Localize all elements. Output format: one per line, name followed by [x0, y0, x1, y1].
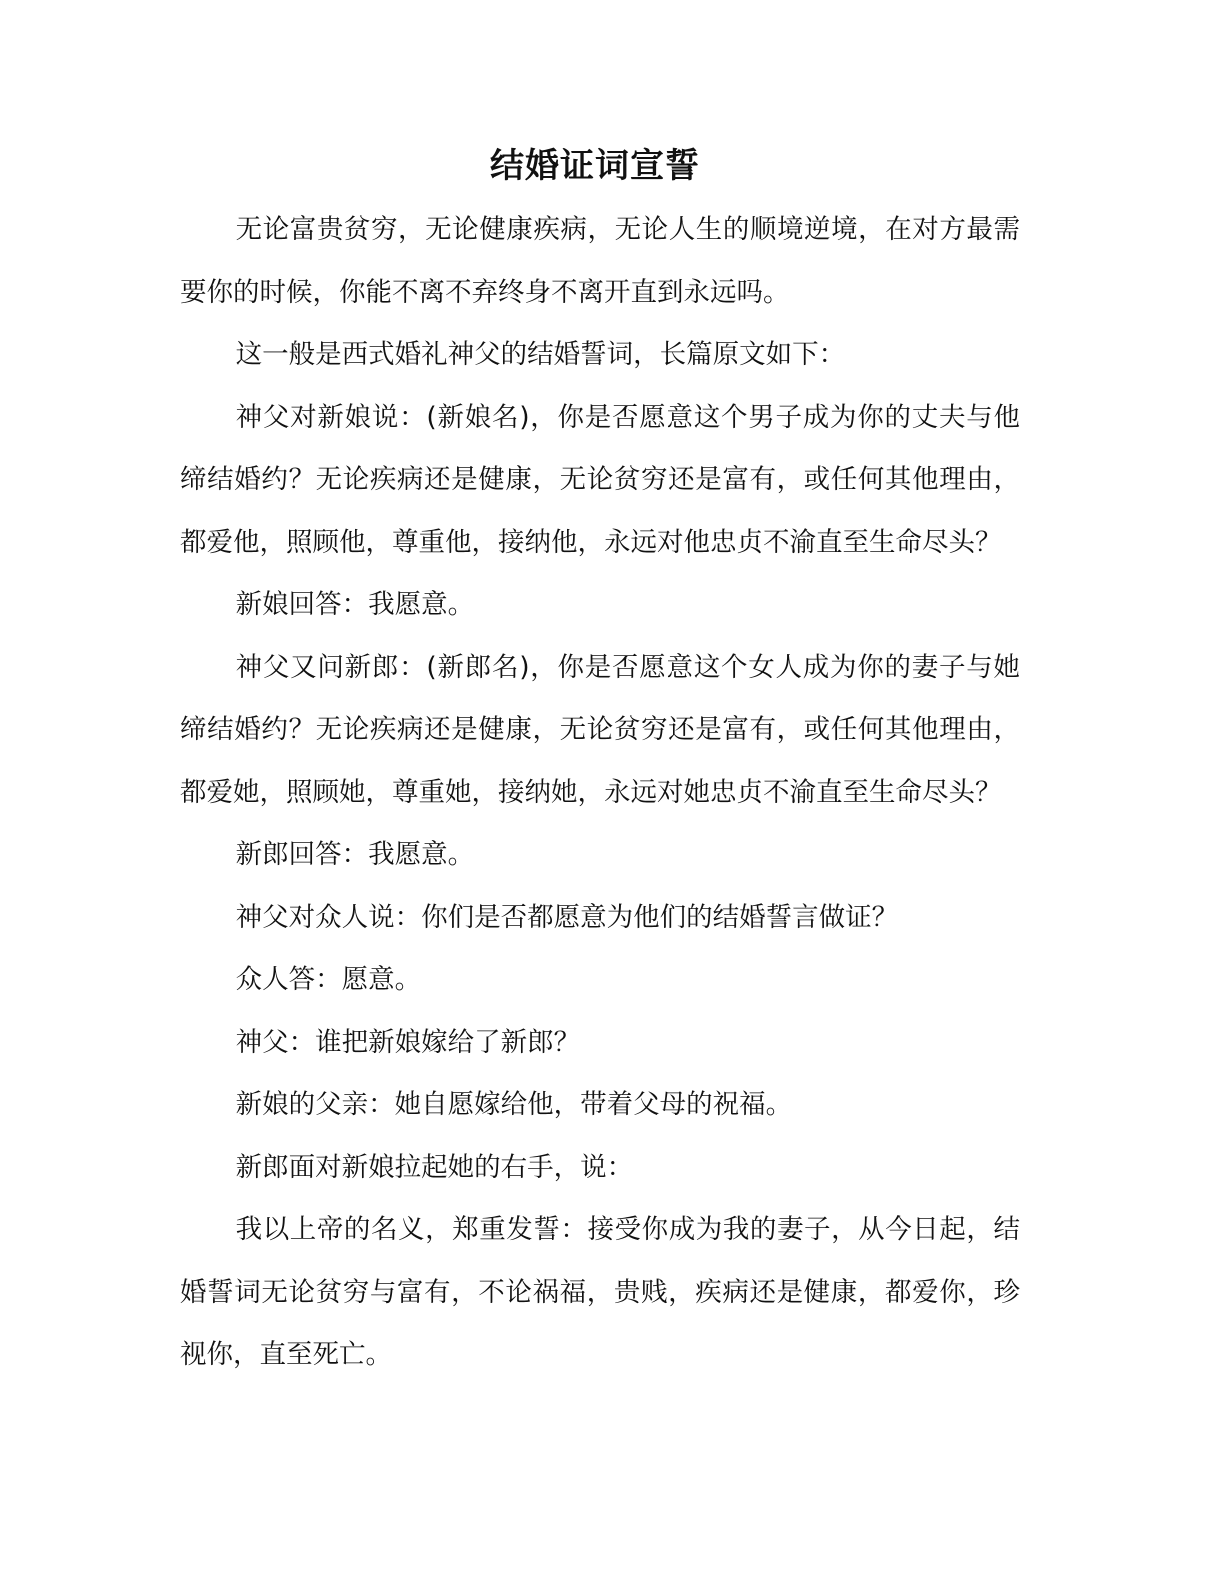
paragraph: 新娘回答：我愿意。	[235, 589, 475, 620]
document-body	[180, 199, 1020, 1387]
paragraph: 神父：谁把新娘嫁给了新郎？	[235, 1026, 581, 1058]
paragraph: 无论富贵贫穷，无论健康疾病，无论人生的顺境逆境，在对方最需要你的时候，你能不离不弃终身不离开直到永远吗。	[180, 214, 1020, 308]
paragraph: 众人答：愿意。	[235, 964, 422, 995]
document-title: 结婚证词宣誓	[490, 146, 700, 186]
paragraph: 我以上帝的名义，郑重发誓：接受你成为我的妻子，从今日起，结婚誓词无论贫穷与富有，不论祸福，贵贱，疾病还是健康，都爱你，珍视你，直至死亡。	[180, 1214, 1020, 1370]
paragraph: 这一般是西式婚礼神父的结婚誓词，长篇原文如下：	[235, 339, 846, 370]
paragraph: 新郎回答：我愿意。	[235, 839, 475, 870]
paragraph: 神父对新娘说：(新娘名)，你是否愿意这个男子成为你的丈夫与他缔结婚约？无论疾病还是健康，无论贫穷还是富有，或任何其他理由，都爱他，照顾他，尊重他，接纳他，永远对他忠贞不渝直至生命尽头？	[180, 401, 1020, 558]
paragraph: 神父又问新郎：(新郎名)，你是否愿意这个女人成为你的妻子与她缔结婚约？无论疾病还是健康，无论贫穷还是富有，或任何其他理由，都爱她，照顾她，尊重她，接纳她，永远对她忠贞不渝直至生命尽头？	[180, 651, 1020, 808]
paragraph: 神父对众人说：你们是否都愿意为他们的结婚誓言做证？	[235, 901, 899, 933]
paragraph: 新郎面对新娘拉起她的右手，说：	[235, 1151, 634, 1183]
paragraph: 新娘的父亲：她自愿嫁给他，带着父母的祝福。	[235, 1089, 793, 1120]
